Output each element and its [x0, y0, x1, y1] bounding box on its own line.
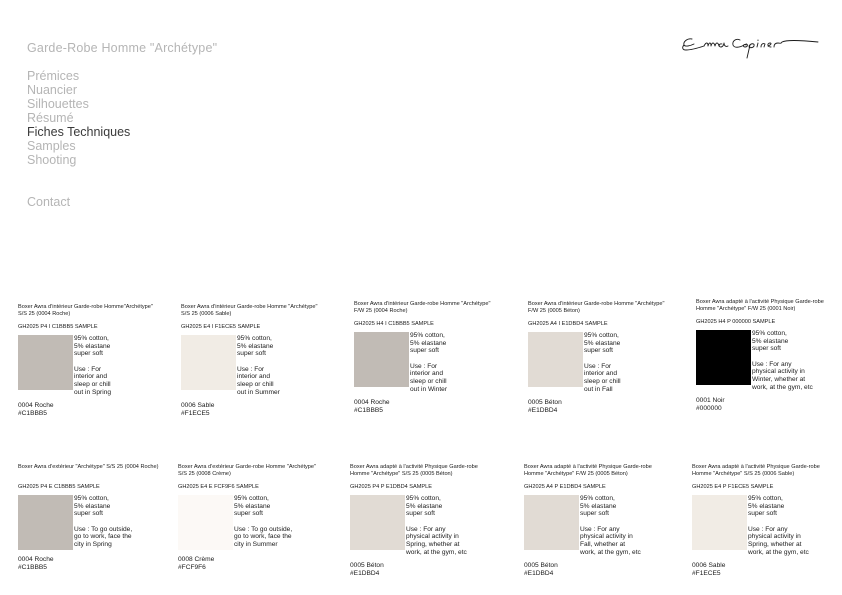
color-swatch: [524, 495, 579, 550]
main-nav: [27, 69, 130, 167]
spec-card: [524, 464, 666, 578]
composition-text: 95% cotton, 5% elastane super soft: [74, 495, 111, 518]
composition-text: 95% cotton, 5% elastane super soft: [584, 332, 621, 355]
color-name: 0005 Béton: [528, 399, 562, 407]
sample-reference: GH2025 A4 P E1DBD4 SAMPLE: [524, 484, 606, 490]
spec-card: [350, 464, 492, 578]
color-hex: #C1BBB5: [18, 409, 47, 417]
color-name: 0008 Crème: [178, 556, 215, 563]
color-hex: #F1ECE5: [181, 409, 210, 417]
color-swatch: [528, 332, 583, 387]
composition-text: 95% cotton, 5% elastane super soft: [234, 495, 271, 518]
nav-item-silhouettes[interactable]: Silhouettes: [27, 97, 89, 111]
product-name: Boxer Awra adapté à l'activité Physique Garde-robe Homme "Archétype" F/W 25 (0005 Béton): [524, 464, 652, 478]
usage-text: Use : For any physical activity in Fall, whether at work, at the gym, etc: [580, 525, 641, 556]
spec-card: [18, 304, 160, 418]
product-name: Boxer Awra d'extérieur Garde-robe Homme "Archétype" S/S 25 (0008 Crème): [178, 464, 317, 478]
color-hex: #E1DBD4: [524, 569, 554, 577]
color-hex: #FCF9F6: [178, 563, 206, 571]
sample-reference: GH2025 P4 I C1BBB5 SAMPLE: [18, 324, 98, 330]
color-swatch: [18, 335, 73, 390]
nav-item-contact[interactable]: Contact: [27, 195, 71, 209]
product-name: Boxer Awra d'intérieur Garde-robe Homme "Archétype" S/S 25 (0006 Sable): [181, 304, 318, 318]
usage-text: Use : For interior and sleep or chill out in Spring: [74, 365, 112, 396]
spec-card: [528, 301, 670, 415]
product-name: Boxer Awra d'intérieur Garde-robe Homme "Archétype" F/W 25 (0005 Béton): [528, 301, 665, 315]
sample-reference: GH2025 P4 P E1DBD4 SAMPLE: [350, 484, 432, 490]
color-hex: #F1ECE5: [692, 569, 721, 577]
color-hex: #C1BBB5: [354, 406, 383, 414]
sample-reference: GH2025 H4 I C1BBB5 SAMPLE: [354, 321, 434, 327]
page-title: Garde-Robe Homme "Archétype": [27, 41, 218, 55]
product-name: Boxer Awra d'extérieur "Archétype" S/S 25 (0004 Roche): [18, 464, 159, 470]
color-name: 0001 Noir: [696, 397, 725, 405]
nav-item-nuancier[interactable]: Nuancier: [27, 83, 78, 97]
spec-card: [696, 299, 838, 413]
color-swatch: [696, 330, 751, 385]
nav-item-samples[interactable]: Samples: [27, 139, 76, 153]
sample-reference: GH2025 E4 E FCF9F6 SAMPLE: [178, 484, 259, 490]
spec-card: [692, 464, 834, 578]
usage-text: Use : For any physical activity in Spring, whether at work, at the gym, etc: [748, 525, 809, 556]
spec-card: [181, 304, 323, 418]
color-swatch: [181, 335, 236, 390]
usage-text: Use : To go outside, go to work, face the city in Summer: [234, 525, 293, 548]
sample-reference: GH2025 P4 E C1BBB5 SAMPLE: [18, 484, 100, 490]
color-hex: #000000: [696, 404, 722, 412]
color-hex: #E1DBD4: [350, 569, 380, 577]
color-name: 0004 Roche: [354, 399, 390, 407]
nav-item-fiches-techniques[interactable]: Fiches Techniques: [27, 125, 131, 139]
product-name: Boxer Awra adapté à l'activité Physique Garde-robe Homme "Archétype" S/S 25 (0005 Béton): [350, 464, 478, 478]
nav-item-shooting[interactable]: Shooting: [27, 153, 77, 167]
usage-text: Use : For interior and sleep or chill out in Winter: [410, 362, 448, 393]
signature-logo: [678, 30, 824, 64]
usage-text: Use : To go outside, go to work, face the city in Spring: [74, 525, 133, 548]
color-hex: #E1DBD4: [528, 406, 558, 414]
color-hex: #C1BBB5: [18, 563, 47, 571]
usage-text: Use : For any physical activity in Spring, whether at work, at the gym, etc: [406, 525, 467, 556]
sample-reference: GH2025 A4 I E1DBD4 SAMPLE: [528, 321, 608, 327]
product-name: Boxer Awra d'intérieur Garde-robe Homme"Archétype" S/S 25 (0004 Roche): [18, 304, 153, 318]
color-name: 0004 Roche: [18, 402, 54, 410]
color-name: 0006 Sable: [692, 562, 726, 570]
color-swatch: [692, 495, 747, 550]
color-swatch: [354, 332, 409, 387]
composition-text: 95% cotton, 5% elastane super soft: [752, 330, 789, 353]
usage-text: Use : For interior and sleep or chill out in Fall: [584, 362, 621, 393]
product-name: Boxer Awra adapté à l'activité Physique Garde-robe Homme "Archétype" F/W 25 (0001 Noir): [696, 299, 824, 313]
spec-card: [18, 464, 160, 572]
color-name: 0005 Béton: [524, 562, 558, 570]
composition-text: 95% cotton, 5% elastane super soft: [410, 332, 447, 355]
nav-item-resume[interactable]: Résumé: [27, 111, 74, 125]
product-name: Boxer Awra d'intérieur Garde-robe Homme "Archétype" F/W 25 (0004 Roche): [354, 301, 491, 315]
product-name: Boxer Awra adapté à l'activité Physique Garde-robe Homme "Archétype" S/S 25 (0006 Sable): [692, 464, 820, 478]
color-swatch: [18, 495, 73, 550]
usage-text: Use : For interior and sleep or chill out in Summer: [237, 365, 280, 396]
color-name: 0004 Roche: [18, 556, 54, 563]
color-swatch: [178, 495, 233, 550]
spec-card: [354, 301, 496, 415]
composition-text: 95% cotton, 5% elastane super soft: [237, 335, 274, 358]
composition-text: 95% cotton, 5% elastane super soft: [74, 335, 111, 358]
composition-text: 95% cotton, 5% elastane super soft: [748, 495, 785, 518]
color-name: 0005 Béton: [350, 562, 384, 570]
composition-text: 95% cotton, 5% elastane super soft: [580, 495, 617, 518]
composition-text: 95% cotton, 5% elastane super soft: [406, 495, 443, 518]
spec-card: [178, 464, 320, 572]
nav-item-premices[interactable]: Prémices: [27, 69, 80, 83]
sample-reference: GH2025 E4 I F1ECE5 SAMPLE: [181, 324, 261, 330]
usage-text: Use : For any physical activity in Winter, whether at work, at the gym, etc: [752, 360, 813, 391]
color-name: 0006 Sable: [181, 402, 215, 410]
sample-reference: GH2025 E4 P F1ECE5 SAMPLE: [692, 484, 774, 490]
sample-reference: GH2025 H4 P 000000 SAMPLE: [696, 319, 776, 325]
color-swatch: [350, 495, 405, 550]
